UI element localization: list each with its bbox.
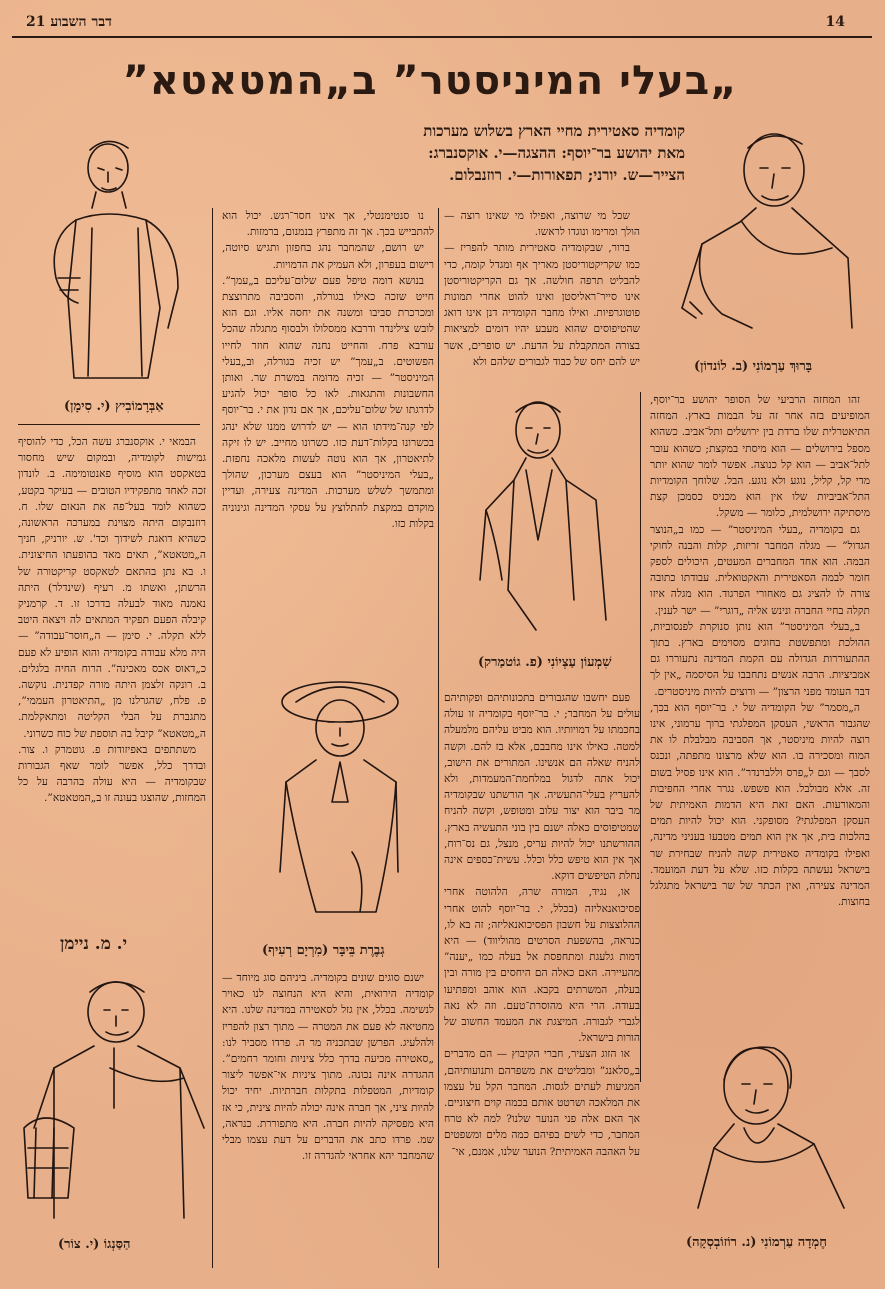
subhead-line-2: מאת יהושע בר־יוסף: ההצגה—י. אוקסנברג: <box>428 144 685 162</box>
paragraph: או הזוג הצעיר, חברי הקיבוץ — הם מדברים ב„סלאנג” ומבליטים את משפרהם ותנועותיהם, המגיעות לעתים לגסות. המחבר הקל על עצמו את המלאכה ושרטט אותם בכמה קוים חיצוניים. אך האם אלה פני הנוער שלנו? למה לא טרח המחבר, כדי לשים בפיהם כמה מלים ומשפטים על האהבה האמיתית? הנוער שלנו, אמנם, אי־ <box>444 1048 640 1158</box>
byline: י. מ. ניימן <box>60 934 128 954</box>
caption-mrs-biber: גְבֶרֶת בֵּיבָּר (מִרְיָם רְעִיף) <box>262 943 385 958</box>
paragraph: ב„בעלי המיניסטר” הוא נותן סנוקרת לפנסוביות, ההולכת ומתפשטת בחוגים מסוימים בארץ. בתוך ההתעוררות הגדולה עם הקמת המדינה נתעוררו גם אמביציות. הרבה אנשים נתחבבו על הסיסמה „אין לך דבר העומד מפני הרצון” — ורוצים להיות מיניסטרים. <box>650 620 870 698</box>
column-divider <box>640 392 641 1082</box>
column-center-bottom <box>222 970 434 1270</box>
paragraph: זהו המחזה הרביעי של הסופר יהושע בר־יוסף, המופיעים בזה אחר זה על הבמות בארץ. המחזה התיאטרלית שלו ברדת בין ירושלים ותל־אביב. כשהוא מספל בירושלים — הוא מיסתי במקצת; כשהוא עובר לתל־אביב — הוא קל כנוצה. אפשר לומר שהוא יותר מדי קל, קליל, נוגע ולא נוגע. הבל. שלוחך הקומדיות התל־אביביות שלו אין הוא מכניס כסמכן קצת מיסתיקה ירושלמית, כלומר — משקל. <box>650 394 870 520</box>
column-center-top <box>222 208 434 648</box>
article-subhead <box>265 120 685 186</box>
page-header-left: דבר השבוע 21 <box>26 14 112 30</box>
caption-shimon-etzioni: שִׁמְעוֹן עַצְיוֹנִי (פ. גוֹטמַרק) <box>478 655 612 670</box>
sketch-mrs-biber <box>256 672 426 934</box>
column-right-middle <box>444 208 640 388</box>
sketch-hemda-armoni <box>684 1028 862 1224</box>
subhead-line-3: הצייר—ש. יורני; תפאורות—י. רוזנבלום. <box>449 166 685 184</box>
paragraph: ישנם סוגים שונים בקומדיה. ביניהם סוג מיוחד — קומדיה הירואית, והיא היא הנחוצה לנו כאויר לנשימה. בכלל, אין גזל לסאטירה במדינה שלנו. היא מחטיאה לא פעם את המטרה — מתוך רצון להפריז ולהלעיג. הפרשן שבתכניה מר ה. פרדו מסביר לנו: „סאטירה מכיעה בדרך כלל ציניות וחומר רחמים”. ההגדרה אינה נכונה. מתוך ציניות אי־אפשר ליצור קומדיות, המטפלות בתקלות חברתיות. יחיד יכול להיות ציני, אך חברה אינה יכולה להיות צינית, כי אז היא מפסיקה להיות חברה. היא מתפוררת. כנראה, שמ. פרדו כתב את הדברים על דעת עצמו מבלי שהמחבר יהא אחראי להגדרה זו. <box>222 972 434 1163</box>
sketch-sangoni <box>14 968 210 1224</box>
paragraph: משתתפים באפיזודות פ. גוטמרק ו. צור. ובדרך כלל, אפשר לומר שאף הגבורות שבקומדיה — היא עולה בהרבה על כל המחזות, שהוצגו בעונה זו ב„המטאטא”. <box>18 743 206 805</box>
caption-rule <box>18 424 200 425</box>
caption-baruch-armoni: בָּרוּךְ עַרְמוֹנִי (ב. לוֹנדוֹן) <box>694 359 812 374</box>
subhead-line-1: קומדיה סאטירית מחיי הארץ בשלוש מערכות <box>423 122 685 140</box>
column-divider <box>212 208 213 1268</box>
paragraph: בנושא דומה טיפל פעם שלום־עליכם ב„עמך”. חייט שזכה כאילו בגורלה, והסביבה מתרוצצת ומכרכרת סביבו ומשנה את יחסה אליו. וגם הוא לובש צילינדר ודרבא ממסלולו ולבסוף מתגלה שהכל עורבא פרח. והחייט נחנה שהוא חוזר לחייו הפשוטים. ב„עמך” יש זכיה בגורלה, וב„בעלי המיניסטר” — זכיה מדומה במשרת שר. ואותן החשבונות והתגאות. לאו כל סופר יכול להגיע לדרגתו של שלום־עליכם, אך אם נדון את י. בר־יוסף לפי קנה־מידתו הוא — יש לדרוש ממנו שלא ינהג בכשרונו בקלות־דעת כזו. כשרונו מחייב. יש לו זיקה לתיאטרון, אך הוא נוטה לעשות מלאכה נחפזת. „בעלי המיניסטר” הוא בעצם מערכון, שהולך ומתמשך לשלש מערכות. המדינה צעירה, ועדיין מוקדם במקצת להתלוצץ על עסקי המדינה וגינוניה בקלות כזו. <box>222 274 434 530</box>
paragraph: ה„מסמר” של הקומדיה של י. בר־יוסף הוא בכך, שהגבור הראשי, העסקן המפלגתי ברוך ערמוני, אינו רוצה להיות מיניסטר, אך הסביבה מבלבלת לו את המוח ומסכירה בו. הוא שלא מרצונו מתפתה, ונכנס לסבך — וגם ל„פרס וללברנדר”. הוא אינו פסיל בשום זה. אלא מבולבל. הוא פשפש. נגרר אחרי החפיבות והמאורעות. האם זאת היא הדמות האמיתית של העסקן המפלגתי? מסופקני. הוא יכול להיות תמים בהלכות בית, אך אין הוא תמים מטבעו בעניני מדינה, ואפילו בקומדיה סאטירית קשה להניח שבחירת שר בישראל נעשתה בקלות כזו. שלא על דעת המועמד. המדינה צעירה, ואין הכתר של שר בישראל מתגלגל בחוצות. <box>650 701 870 909</box>
header-rule <box>12 36 872 38</box>
column-right <box>650 392 870 1082</box>
paragraph: או, נגיד, המורה שרה, הלהוטה אחרי פסיכואנאליזה (בכלל, י. בר־יוסף להוט אחרי ההלוצצות על חשבון הפסיכואנאליזה; זה בא לו, כנראה, בהשפעת הסרטים מהוליווד) — היא דמות גלעגת ומתחפסת אל בעלה כמו „יענה” מהעיירה. האם כאלה הם היחסים בין מורה ובין בעלה, המשרתים בקבא. הוא אוהב ומפתיעו בעודה. הרי היא מהוסרת־טעם. וזה לא נאה לגברי לגבורה. המיצגת את המעמד החשוב של הורות בישראל. <box>444 886 640 1045</box>
paragraph: גם בקומדיה „בעלי המיניסטר” — כמו ב„הנוצר הגדול” — מגלה המחבר זריזות, קלות והבנה לחוקי הבמה. הוא אחד המחברים המעטים, היכולים לספק חומר לבמה הסאטירית והאקטואלית. עבודתו כתובה צורה לו להציג גם מאחורי הפרגוד. הוא מגלה איזו תקלה בחיי החברה ונינש אליה „דוגרי” — ישר לענין. <box>650 523 870 617</box>
caption-hemda-armoni: חֶמְדָה עַרְמוֹנִי (נ. רוֹזוֹבְסְקָה) <box>686 1235 827 1250</box>
caption-sangoni: הַסַּנְגוֹ (י. צוֹר) <box>58 1237 131 1252</box>
paragraph: פעם יחשבו שהגבורים בתכונותיהם ופקותיהם עולים על המחבר; י. בר־יוסף בקומדיה זו עולה בחכמתו על דמויותיו. הוא מביט עליהם מלמעלה למטה. כאילו אינו מחבבם, אלא בז להם. וקשה להניח שאלה הם אנשינו. המתורים את הישוב, יכול אתה לדגול במלחמת־המעמדות, ולא להעריץ בעלי־התעשיה. אך הורשתנו שבקומדיה מר ביבר הוא יצור עלוב ומטופש, וקשה להניח שמטיפוסים כאלה ישנם בין בוני התעשיה בארץ. ההורשתנו יכול להיות עריס, מנצל, גם נס־רוח, אך אין הוא טיפש כלל וכלל. עשית־כספים אינה נחלת הטיפשים דוקא. <box>444 692 640 883</box>
sketch-baruch-armoni <box>662 118 862 348</box>
sketch-shimon-etzioni <box>456 390 632 640</box>
paragraph: ברור, שבקומדיה סאטירית מותר להפריז — כמו שקריקטוריסטן מאריך אף ומגדל קומה, כדי להבליט תרפה חולשה. אך גם הקריקטוריסטן אינו סייר־ראליסטן ואינו להוט אחרי תמונות פוטוגרפיות. ואילו מחבר הקומדיה דנן אינו דואג שהטיפוסים שהוא מעבע יהיו דומים למציאות בצורה המתקבלת על הדעת. יש סופרים, אשר יש להם יחס של כבוד לגבורים שלהם ולא <box>444 242 640 368</box>
article-headline: „בעלי המיניסטר” ב„המטאטא” <box>122 58 738 104</box>
page-number: 14 <box>825 14 845 30</box>
caption-abramovitz: אַבְּרָמוֹבִיץ (י. סִימָן) <box>64 399 164 414</box>
column-left <box>18 434 206 934</box>
paragraph: הבמאי י. אוקסנברג עשה הכל, כדי להוסיף גמישות לקומדיה, ובמקום שיש מחסור בטאקסט הוא מוסיף פאנטומימה. ב. לונדון זכה לאחד מתפקידיו הטובים — בעיקר בקטע, כשהוא לומד בעל־פה את הנאום שלו. ח. רוזנבקום היתה מצוינת במערכה הראשונה, כשהיא דואגת לשידוך וכד'. ש. יורניק, חניך ה„מטאטא”, תאים מאד בהופעתו החיצונית. ו. בא נתן בהתאם לטאקסט קריקטורה של הרשתן, ואשתו מ. רעיף (שינדלר) היתה נאמנה מאוד לבעלה בדרכו זו. ד. קרמניק קיבלה הפעם תפקיד המתאים לה ויצאה היטב ללא תקלה. י. סימן — ה„חוסר־עבודה” — היה מלא עבודה בקומדיה והוא הופיע לא פעם כ„דאוס אכס מאכינה”. הרוח החיה בלגלים. ב. רונקה זלצמן היתה מורה קפדנית. נוקשה. פ. פלח, שהגרלנו מן „התיאטרון העממי”, מתגברת על הבלי הקליטה ומתאקלמת. ה„מטאטא” קיבל בה תוספת של כוח כשרוני. <box>18 436 206 740</box>
column-center-middle <box>444 690 640 1270</box>
sketch-abramovitz <box>28 128 198 388</box>
paragraph: נו סנטימנטלי, אך אינו חסר־רגש. יכול הוא להתבייש בכך. אך זה מתפרץ בנמנום, ברמזות. <box>222 210 434 239</box>
paragraph: שכל מי שרוצה, ואפילו מי שאינו רוצה — הולך ומרימו ונוגדו לראשו. <box>444 210 640 239</box>
paragraph: יש רושם, שהמחבר נהג בחפזון ותגיש סיוטה, רישום בעפרון, ולא העמיק את הדמויות. <box>222 242 434 271</box>
column-divider <box>438 208 439 1268</box>
